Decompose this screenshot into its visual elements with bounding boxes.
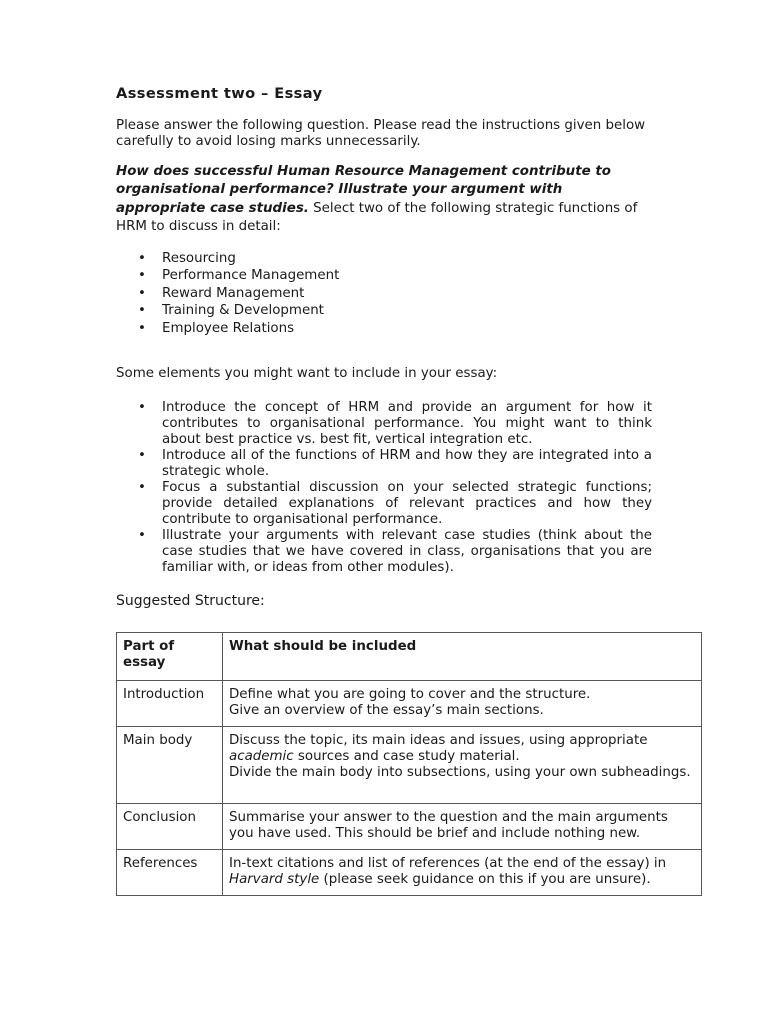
table-row [117, 681, 702, 727]
emphasis-text: Harvard style [229, 871, 320, 887]
strategic-functions-list [116, 250, 652, 338]
suggested-structure-table [116, 632, 702, 896]
description-line: Divide the main body into subsections, using your own subheadings. [229, 764, 691, 780]
header-part: Part of essay [117, 633, 223, 681]
row-part: Conclusion [117, 804, 223, 850]
instructions-paragraph: Please answer the following question. Please read the instructions given below carefully to avoid losing marks unnecessarily. [116, 117, 646, 149]
list-item: • Reward Management [116, 285, 652, 303]
text-segment: Discuss the topic, its main ideas and issues, using appropriate [229, 733, 648, 748]
emphasis-text: academic [229, 748, 294, 764]
table-row [117, 804, 702, 850]
row-part: Introduction [117, 681, 223, 727]
list-item: • Performance Management [116, 267, 652, 285]
list-item: • Resourcing [116, 250, 652, 268]
page-title: Assessment two – Essay [116, 85, 323, 102]
row-description [223, 681, 702, 727]
document-page [116, 86, 652, 609]
row-part: References [117, 850, 223, 896]
row-part: Main body [117, 727, 223, 804]
table-row [117, 727, 702, 804]
question-text: How does successful Human Resource Management contribute to organisational performance? Illustrate your argument with appropriate case studies. [116, 163, 611, 216]
essay-question [116, 163, 652, 237]
description-line: Give an overview of the essay’s main sections. [229, 702, 544, 718]
row-description [223, 850, 702, 896]
table-header-row [117, 633, 702, 681]
row-description [223, 727, 702, 804]
question-instruction: Select two of the following strategic functions of HRM to discuss in detail: [116, 200, 638, 234]
description-line: Define what you are going to cover and the structure. [229, 687, 591, 702]
header-included: What should be included [223, 633, 702, 681]
text-segment: In-text citations and list of references (at the end of the essay) in [229, 856, 667, 871]
list-item: • Training & Development [116, 302, 652, 320]
table-row [117, 850, 702, 896]
elements-intro: Some elements you might want to include in your essay: [116, 366, 498, 381]
list-item: • Employee Relations [116, 320, 652, 338]
list-item: • Introduce the concept of HRM and provide an argument for how it contributes to organisational performance. You might want to think about best practice vs. best fit, vertical integration etc. [116, 400, 652, 448]
essay-elements-list [116, 400, 652, 577]
list-item: • Illustrate your arguments with relevant case studies (think about the case studies that we have covered in class, organisations that you are familiar with, or ideas from other modules). [116, 528, 652, 576]
structure-heading: Suggested Structure: [116, 592, 265, 609]
list-item: • Focus a substantial discussion on your selected strategic functions; provide detailed explanations of relevant practices and how they contribute to organisational performance. [116, 480, 652, 528]
text-segment: (please seek guidance on this if you are unsure). [319, 871, 651, 887]
text-segment: sources and case study material. [293, 748, 520, 764]
list-item: • Introduce all of the functions of HRM and how they are integrated into a strategic whole. [116, 448, 652, 480]
description-line [229, 733, 695, 765]
row-description: Summarise your answer to the question and the main arguments you have used. This should be brief and include nothing new. [223, 804, 702, 850]
